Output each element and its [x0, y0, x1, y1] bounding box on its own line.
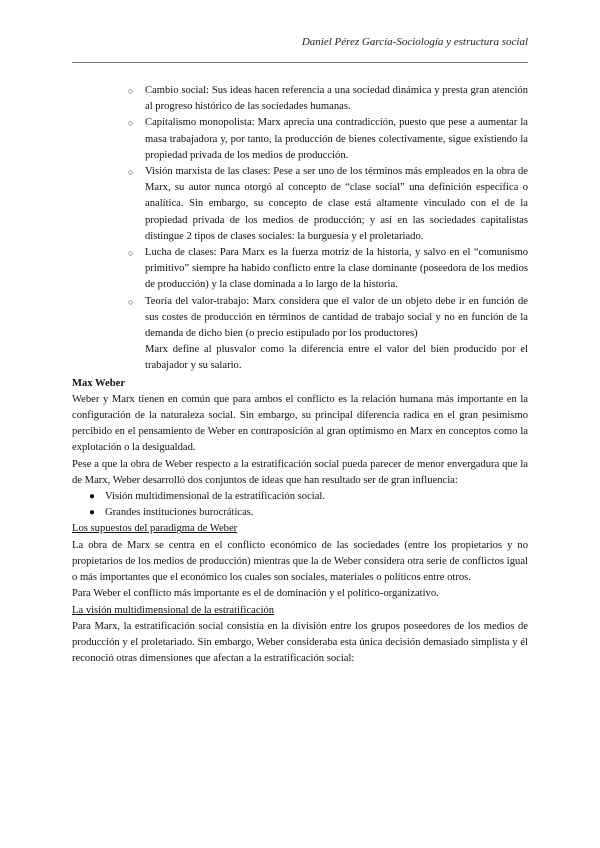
- list-item: ○ Teoría del valor-trabajo: Marx considera que el valor de un objeto debe ir en función de sus costes de producción en términos de cantidad de trabajo social y no en función de la demanda de dicho bien (o precio estipulado por los productores): [128, 295, 528, 340]
- plusvalor-note: Marx define al plusvalor como la diferencia entre el valor del bien producido por el trabajador y su salario.: [145, 344, 528, 372]
- running-header: Daniel Pérez García-Sociología y estructura social: [301, 36, 528, 48]
- paragraph: Weber y Marx tienen en común que para ambos el conflicto es la relación humana más importante en la configuración de la naturaleza social. Sin embargo, su principal diferencia radica en el gran pesimismo percibido en el pensamiento de Weber en contraposición al gran optimismo en Marx en conceptos como la explotación o la desigualdad.: [72, 393, 528, 454]
- paragraph: Para Weber el conflicto más importante es el de dominación y el político-organizativo.: [72, 588, 439, 600]
- list-item: ○ Cambio social: Sus ideas hacen referencia a una sociedad dinámica y presta gran atención al progreso histórico de las sociedades humanas.: [128, 85, 528, 113]
- subsection-heading: La visión multidimensional de la estratificación: [72, 604, 275, 616]
- circle-bullet-icon: ○: [128, 118, 134, 129]
- paragraph: La obra de Marx se centra en el conflicto económico de las sociedades (entre los propietarios y no propietarios de los medios de producción) mientras que la de Weber considera otra serie de conflictos igual o más importantes que el económico los cuales son sociales, materiales o políticos entre otros.: [72, 539, 528, 584]
- subsection-heading: Los supuestos del paradigma de Weber: [72, 523, 238, 535]
- disc-bullet-icon: ●: [89, 491, 96, 503]
- section-heading: Max Weber: [72, 377, 126, 389]
- circle-bullet-icon: ○: [128, 167, 134, 178]
- disc-bullet-icon: ●: [89, 507, 96, 519]
- page-body: [72, 83, 528, 667]
- list-item: ○ Visión marxista de las clases: Pese a ser uno de los términos más empleados en la obra de Marx, su autor nunca otorgó al concepto de “clase social” una definición específica o analítica. Sin embargo, su concepto de clase está altamente vinculado con el de la propiedad privada de los medios de producción; y así en las sociedades capitalistas distingue 2 tipos de clases sociales: la burguesía y el proletariado.: [128, 166, 528, 242]
- list-item: ○ Lucha de clases: Para Marx es la fuerza motriz de la historia, y salvo en el “comunismo primitivo” siempre ha habido conflicto entre la clase dominante (poseedora de los medios de producción) y la clase dominada a lo largo de la historia.: [128, 247, 528, 291]
- list-item: ○ Capitalismo monopolista: Marx aprecia una contradicción, puesto que pese a aumentar la masa trabajadora y, por tanto, la producción de bienes colectivamente, sigue existiendo la propiedad privada de los medios de producción.: [128, 117, 528, 161]
- circle-bullet-icon: ○: [128, 296, 134, 307]
- marx-concepts-list: [72, 83, 528, 342]
- circle-bullet-icon: ○: [128, 86, 134, 96]
- header-divider: [72, 62, 528, 63]
- circle-bullet-icon: ○: [128, 248, 134, 259]
- list-item: ● Visión multidimensional de la estratificación social.: [72, 489, 528, 505]
- paragraph: Para Marx, la estratificación social consistía en la división entre los grupos poseedores de los medios de producción y el proletariado. Sin embargo, Weber consideraba esta única decisión demasiado simplista y él reconoció otras dimensiones que afectan a la estratificación social:: [72, 620, 528, 665]
- paragraph: Pese a que la obra de Weber respecto a la estratificación social pueda parecer de menor envergadura que la de Marx, Weber desarrolló dos conjuntos de ideas que han resultado ser de gran influencia:: [72, 458, 528, 486]
- list-item: ● Grandes instituciones burocráticas.: [72, 505, 528, 521]
- weber-ideas-list: [72, 489, 528, 521]
